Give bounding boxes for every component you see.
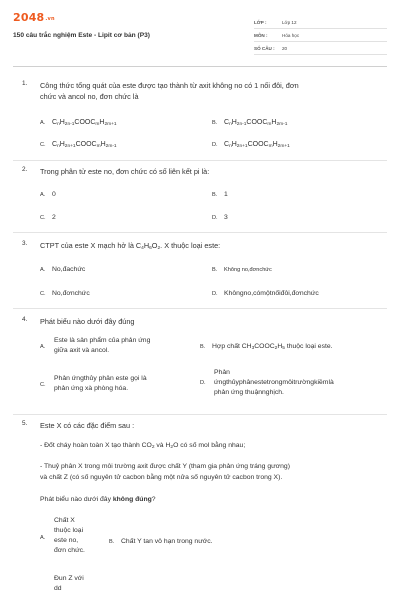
option-c[interactable]: C. Phản ứngthủy phân este gọi là phản ứng xà phòng hóa. [40,375,147,392]
option-b[interactable]: B. 1 [212,191,228,198]
question-5 [22,420,380,600]
option-c[interactable]: C. 2 [40,214,56,221]
question-text-line: chức và ancol no, đơn chức là [40,92,139,101]
logo-text: 2048 [13,11,45,24]
meta-label: SỐ CÂU : [254,45,275,51]
question-text [40,80,380,102]
question-number: 1. [22,80,28,87]
option-a[interactable]: A. 0 [40,191,56,198]
meta-row-class [254,16,387,29]
page-title: 150 câu trắc nghiệm Este - Lipit cơ bản (P3) [13,32,150,39]
meta-row-subject [254,29,387,42]
meta-info [254,16,387,55]
option-b[interactable]: B. Hợp chất $CH_3COOC_2H_5$ thuộc loại este. [200,343,333,351]
option-a[interactable]: A. No,đachức [40,266,86,273]
option-a[interactable]: A. Chất X thuộc loại este no, đơn chức. [40,517,85,554]
question-prompt: Phát biểu nào dưới đây không đúng? [40,496,156,503]
question-text: Trong phân tử este no, đơn chức có số liên kết pi là: [40,167,210,176]
meta-value: 20 [282,45,288,51]
question-4 [22,316,380,412]
option-d[interactable]: D. 3 [212,214,228,221]
option-b[interactable]: B. Không no,đơnchức [212,267,272,273]
question-2 [22,166,380,230]
question-text-line: Công thức tổng quát của este được tạo thành từ axit không no có 1 nối đôi, đơn [40,81,299,90]
question-number: 4. [22,316,28,323]
option-d[interactable]: D. Phản ứngthủyphânestetrongmôitrườngkiềmlà phản ứng thuậnnghịch. [200,369,334,396]
question-text: Phát biểu nào dưới đây đúng [40,317,135,326]
question-text: CTPT của este X mạch hở là $C_4H_6O_2$. X thuộc loại este: [40,241,221,251]
question-3 [22,240,380,304]
option-c[interactable]: C. $C_nH_{2n+1}COOC_mH_{2m-1}$ [40,141,117,149]
question-divider [13,414,387,415]
question-text: Este X có các đặc điểm sau : [40,421,135,430]
meta-value: Hóa học [282,32,300,38]
site-logo[interactable] [13,11,55,24]
meta-label: LỚP : [254,19,267,25]
meta-value: Lớp 12 [282,19,297,25]
question-number: 3. [22,240,28,247]
question-1 [22,80,380,160]
option-c[interactable]: C. No,đơnchức [40,290,90,297]
question-divider [13,232,387,233]
meta-row-count [254,42,387,55]
header-divider [13,66,387,67]
question-divider [13,160,387,161]
question-condition-1: - Đốt cháy hoàn toàn X tạo thành $CO_2$ và $H_2O$ có số mol bằng nhau; [40,442,246,450]
question-divider [13,308,387,309]
option-d[interactable]: D. Khôngno,cómộtnốiđôi,đơnchức [212,290,319,297]
option-d[interactable]: D. $C_nH_{2n+1}COOC_mH_{2m+1}$ [212,141,290,149]
option-b[interactable]: B. $C_nH_{2n-1}COOC_mH_{2m-1}$ [212,119,288,127]
option-a[interactable]: A. Este là sản phẩm của phản ứng giữa axit và ancol. [40,337,151,354]
question-number: 2. [22,166,28,173]
logo-suffix: .vn [45,16,55,22]
meta-label: MÔN : [254,32,268,38]
question-number: 5. [22,420,28,427]
option-a[interactable]: A. $C_nH_{2n-1}COOC_mH_{2m+1}$ [40,119,117,127]
option-b[interactable]: B. Chất Y tan vô hạn trong nước. [109,538,213,545]
option-c-partial[interactable]: Đun Z với dd [54,575,84,592]
question-condition-2: - Thuỷ phân X trong môi trường axit được chất Y (tham gia phản ứng tráng gương) và chất Z (có số nguyên tử cacbon bằng một nửa số nguyên tử cacbon trong X). [40,463,290,481]
